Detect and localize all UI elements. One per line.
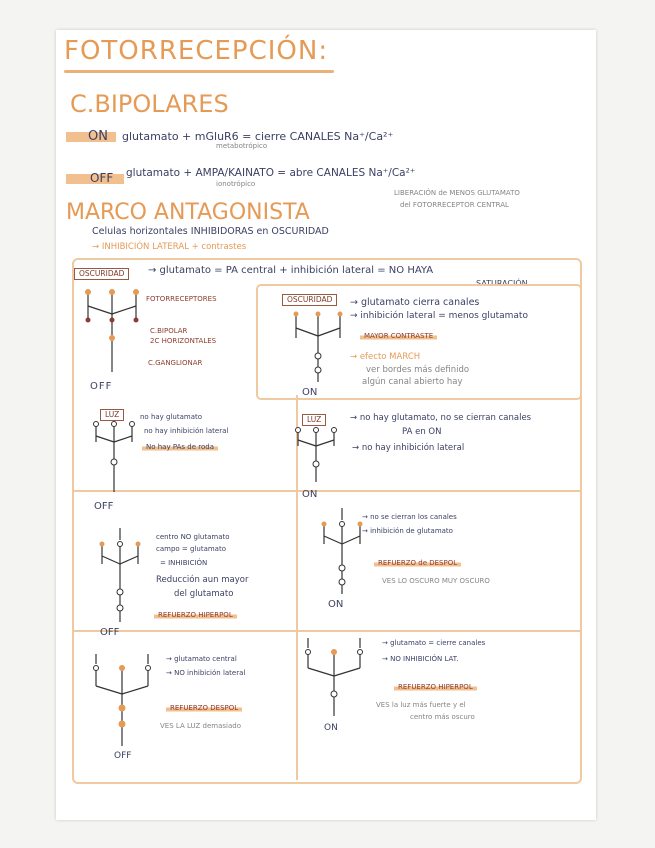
osc-on-line-2: → inhibición lateral = menos glutamato	[350, 311, 528, 321]
osc-off-diagram	[78, 282, 148, 382]
r4-on-diagram	[302, 638, 368, 720]
osc-off-tag: OSCURIDAD	[74, 268, 129, 280]
grid-divider-h1	[72, 490, 580, 492]
osc-on-effect-note-2: algún canal abierto hay	[362, 377, 463, 387]
osc-on-foot: ON	[302, 387, 318, 398]
grid-divider-h2	[72, 630, 580, 632]
r4-on-line-2: → NO INHIBICIÓN LAT.	[382, 655, 459, 663]
osc-off-label-4: C.GANGLIONAR	[148, 359, 203, 367]
marco-sub-1: Celulas horizontales INHIBIDORAS en OSCURIDAD	[92, 226, 329, 237]
on-label: ON	[88, 129, 108, 144]
osc-on-effect-note-1: ver bordes más definido	[366, 365, 470, 375]
osc-off-saturation: SATURACIÓN	[476, 279, 528, 288]
luz-off-line-1: no hay glutamato	[140, 413, 203, 421]
r3-on-diagram	[318, 508, 368, 598]
notes-page	[56, 30, 596, 820]
r3-off-diagram	[96, 528, 146, 626]
r3-off-line-4: Reducción aun mayor	[156, 575, 249, 585]
osc-on-line-1: → glutamato cierra canales	[350, 297, 480, 308]
title-underline	[64, 70, 334, 73]
r3-off-line-5: del glutamato	[174, 589, 234, 599]
page-title: FOTORRECEPCIÓN:	[64, 36, 329, 66]
r3-on-line-1: → no se cierran los canales	[362, 513, 457, 521]
luz-off-diagram	[90, 418, 140, 498]
r3-off-highlight: REFUERZO HIPERPOL	[154, 612, 237, 619]
osc-off-label-2: C.BIPOLAR	[150, 327, 188, 335]
osc-off-foot: OFF	[90, 381, 113, 392]
luz-off-line-3: No hay PAs de roda	[142, 444, 218, 451]
osc-on-effect: → efecto MARCH	[350, 352, 421, 362]
r4-off-foot: OFF	[114, 751, 132, 761]
on-sub: metabotrópico	[216, 142, 268, 150]
marco-note-1: LIBERACIÓN de MENOS GLUTAMATO	[394, 189, 520, 197]
r3-off-line-3: = INHIBICIÓN	[160, 559, 208, 567]
luz-off-tag: LUZ	[100, 409, 124, 421]
r4-off-line-1: → glutamato central	[166, 655, 237, 663]
marco-note-2: del FOTORRECEPTOR CENTRAL	[400, 201, 509, 209]
luz-on-foot: ON	[302, 489, 318, 500]
off-sub: ionotrópico	[216, 180, 256, 188]
r3-on-highlight: REFUERZO de DESPOL	[374, 560, 461, 567]
r4-off-line-2: → NO inhibición lateral	[166, 669, 246, 677]
r4-on-note-1: VES la luz más fuerte y el	[376, 701, 466, 709]
r3-off-line-2: campo = glutamato	[156, 545, 226, 553]
marco-title: MARCO ANTAGONISTA	[66, 200, 310, 225]
r3-off-foot: OFF	[100, 627, 120, 638]
osc-on-highlight: MAYOR CONTRASTE	[360, 333, 437, 340]
osc-on-tag: OSCURIDAD	[282, 294, 337, 306]
off-text: glutamato + AMPA/KAINATO = abre CANALES Na⁺/Ca²⁺	[126, 167, 416, 179]
r3-on-line-2: → inhibición de glutamato	[362, 527, 453, 535]
luz-off-line-2: no hay inhibición lateral	[144, 427, 229, 435]
luz-on-line-2: → no hay inhibición lateral	[352, 443, 465, 453]
r4-on-foot: ON	[324, 723, 338, 733]
luz-off-foot: OFF	[94, 501, 114, 512]
osc-off-label-3: 2C HORIZONTALES	[150, 337, 217, 345]
r3-off-line-1: centro NO glutamato	[156, 533, 230, 541]
osc-off-line: → glutamato = PA central + inhibición lateral = NO HAYA	[148, 265, 434, 276]
r3-on-note: VES LO OSCURO MUY OSCURO	[382, 577, 490, 585]
r4-off-diagram	[90, 654, 156, 752]
luz-on-diagram	[292, 424, 342, 488]
luz-on-line-1b: PA en ON	[402, 427, 442, 437]
osc-on-diagram	[288, 308, 348, 388]
luz-on-line-1: → no hay glutamato, no se cierran canales	[350, 413, 532, 423]
osc-off-label-1: FOTORRECEPTORES	[146, 295, 217, 303]
r4-on-note-2: centro más oscuro	[410, 713, 475, 721]
r4-off-highlight: REFUERZO DESPOL	[166, 705, 242, 712]
luz-on-tag: LUZ	[302, 414, 326, 426]
r4-off-note: VES LA LUZ demasiado	[160, 722, 241, 730]
off-label: OFF	[90, 171, 114, 185]
marco-sub-2: → INHIBICIÓN LATERAL + contrastes	[92, 242, 247, 252]
r4-on-line-1: → glutamato = cierre canales	[382, 639, 486, 647]
section-title: C.BIPOLARES	[70, 90, 229, 118]
r3-on-foot: ON	[328, 599, 344, 610]
on-text: glutamato + mGluR6 = cierre CANALES Na⁺/Ca²⁺	[122, 130, 394, 143]
r4-on-highlight: REFUERZO HIPERPOL	[394, 684, 477, 691]
